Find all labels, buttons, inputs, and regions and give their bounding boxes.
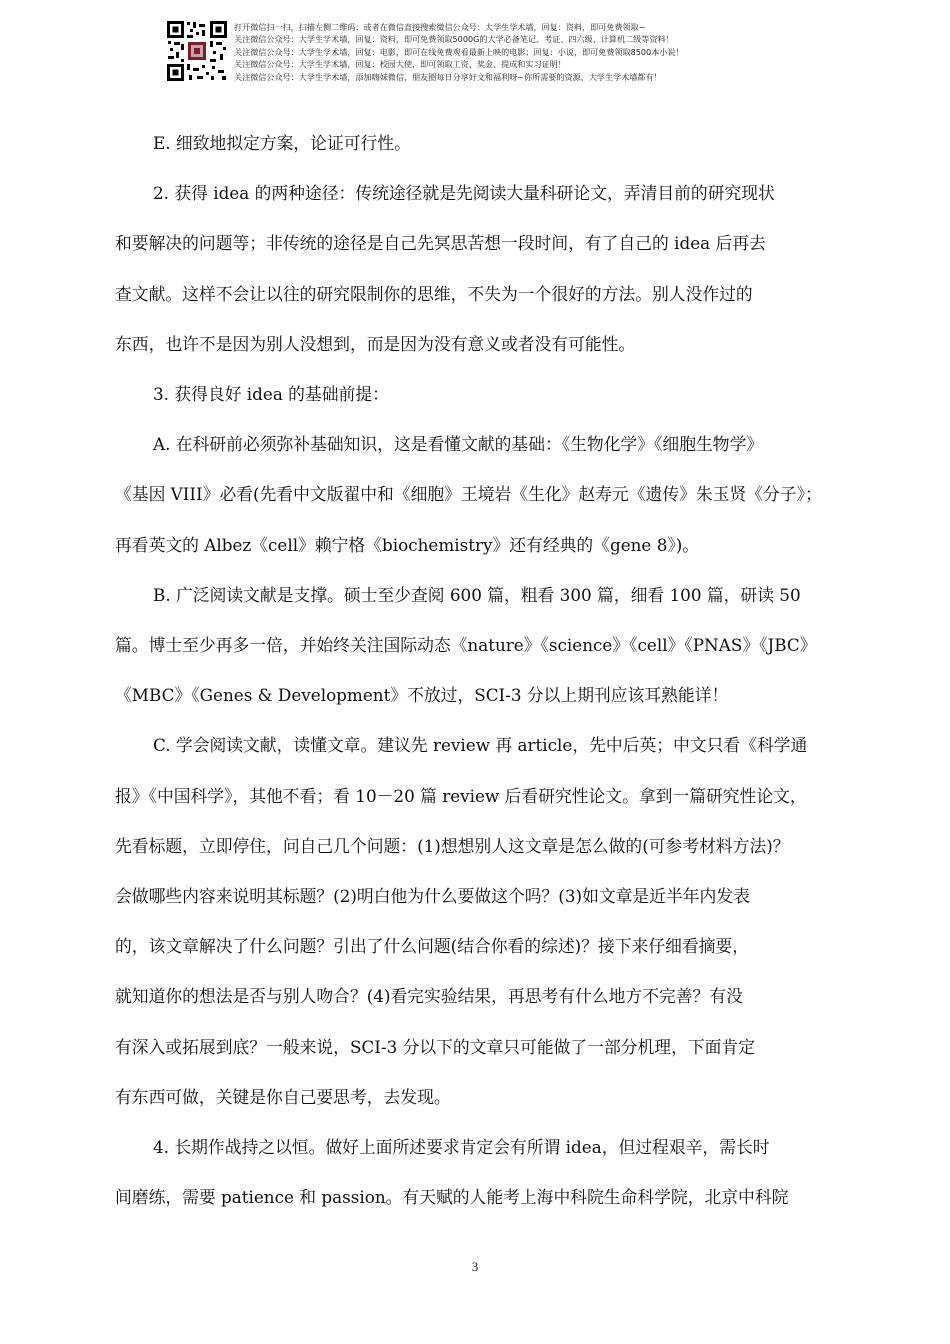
- body-line: 间磨练，需要 patience 和 passion。有天赋的人能考上海中科院生命科学院，北京中科院: [115, 1187, 789, 1208]
- body-line: 2. 获得 idea 的两种途径：传统途径就是先阅读大量科研论文，弄清目前的研究现状: [153, 183, 775, 204]
- body-line: B. 广泛阅读文献是支撑。硕士至少查阅 600 篇，粗看 300 篇，细看 100 篇，研读 50: [153, 584, 801, 605]
- document-body: [115, 118, 855, 1222]
- header-line: 关注微信公众号：大学生学术墙，添加嗨妹微信，朋友圈每日分享好文和福利呀~你所需要的资源，大学生学术墙都有！: [234, 71, 662, 82]
- body-line: 先看标题，立即停住，问自己几个问题：(1)想想别人这文章是怎么做的(可参考材料方法)？: [115, 835, 790, 856]
- body-line: 篇。博士至少再多一倍，并始终关注国际动态《nature》《science》《cell》《PNAS》《JBC》: [115, 635, 817, 656]
- body-line: 的，该文章解决了什么问题？引出了什么问题(结合你看的综述)？接下来仔细看摘要，: [115, 936, 750, 957]
- header-line: 关注微信公众号：大学生学术墙，回复：电影，即可在线免费观看最新上映的电影；回复：小说，即可免费领取8500本小说！: [234, 46, 684, 57]
- header-line: 关注微信公众号：大学生学术墙，回复：校园大使，即可领取工资、奖金、提成和实习证明！: [234, 59, 566, 70]
- page-number: 3: [471, 1259, 479, 1274]
- body-line: 有深入或拓展到底？一般来说，SCI-3 分以下的文章只可能做了一部分机理，下面肯定: [115, 1036, 755, 1057]
- body-line: 就知道你的想法是否与别人吻合？(4)看完实验结果，再思考有什么地方不完善？有没: [115, 986, 743, 1007]
- body-line: C. 学会阅读文献，读懂文章。建议先 review 再 article，先中后英；中文只看《科学通: [153, 735, 808, 756]
- body-line: 《MBC》《Genes & Development》不放过，SCI-3 分以上期刊应该耳熟能详！: [115, 685, 729, 706]
- body-line: 4. 长期作战持之以恒。做好上面所述要求肯定会有所谓 idea，但过程艰辛，需长时: [153, 1137, 770, 1158]
- body-line: 《基因 VIII》必看(先看中文版翟中和《细胞》王境岩《生化》赵寿元《遗传》朱玉贤《分子》；: [115, 484, 822, 505]
- body-line: 报》《中国科学》，其他不看；看 10－20 篇 review 后看研究性论文。拿到一篇研究性论文，: [115, 785, 807, 806]
- body-line: 会做哪些内容来说明其标题？(2)明白他为什么要做这个吗？(3)如文章是近半年内发表: [115, 886, 750, 907]
- body-line: 再看英文的 Albez《cell》赖宁格《biochemistry》还有经典的《gene 8》)。: [115, 534, 700, 555]
- header-promo-lines: [234, 21, 794, 83]
- body-line: A. 在科研前必须弥补基础知识，这是看懂文献的基础：《生物化学》《细胞生物学》: [153, 434, 764, 455]
- header-line: 关注微信公众号：大学生学术墙，回复：资料，即可免费领取5000G的大学必备笔记、考证、四六级、计算机二级等资料！: [234, 34, 674, 45]
- header-line: 打开微信扫一扫，扫描左侧二维码；或者在微信直接搜索微信公众号：大学生学术墙，回复：资料，即可免费领取~: [234, 22, 646, 32]
- qr-code-icon: [166, 20, 228, 82]
- page-header: [166, 20, 806, 88]
- body-line: 有东西可做，关键是你自己要思考，去发现。: [115, 1086, 451, 1107]
- body-line: 和要解决的问题等；非传统的途径是自己先冥思苦想一段时间，有了自己的 idea 后再去: [115, 233, 766, 254]
- body-line: 查文献。这样不会让以往的研究限制你的思维，不失为一个很好的方法。别人没作过的: [115, 283, 753, 304]
- body-line: E. 细致地拟定方案，论证可行性。: [153, 133, 411, 153]
- body-line: 东西，也许不是因为别人没想到，而是因为没有意义或者没有可能性。: [115, 333, 636, 354]
- body-line: 3. 获得良好 idea 的基础前提：: [153, 384, 389, 405]
